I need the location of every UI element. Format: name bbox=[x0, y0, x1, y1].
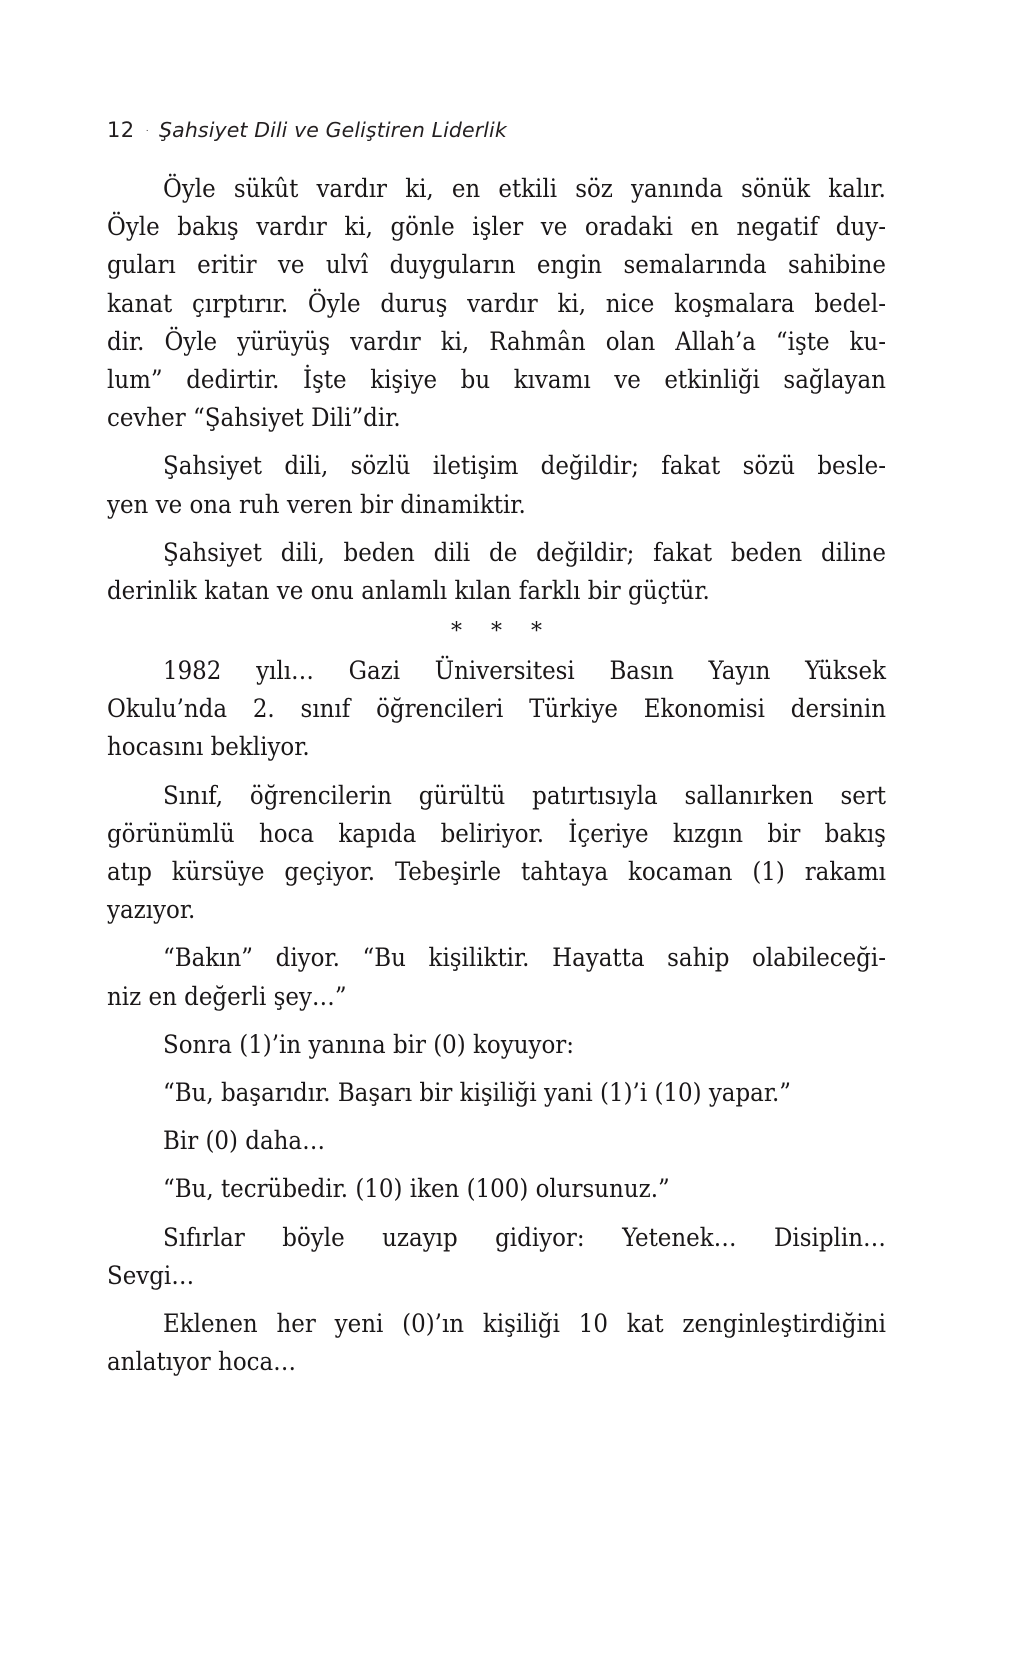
word: “işte bbox=[775, 326, 830, 357]
word: hoca… bbox=[218, 1347, 297, 1378]
word: eritir bbox=[197, 250, 257, 281]
word: ve bbox=[277, 250, 305, 281]
word: Sınıf, bbox=[163, 780, 224, 811]
word: negatif bbox=[736, 212, 819, 243]
text-line bbox=[107, 170, 886, 208]
word: (0) bbox=[433, 1029, 466, 1060]
word: fakat bbox=[653, 537, 713, 568]
word: 10 bbox=[578, 1308, 608, 1339]
word: sert bbox=[840, 780, 886, 811]
word: Üniversitesi bbox=[434, 656, 575, 687]
word: atıp bbox=[107, 857, 152, 887]
word: zenginleştirdiğini bbox=[682, 1308, 886, 1339]
word: “Bu bbox=[362, 943, 406, 974]
word: yen bbox=[107, 489, 149, 520]
word: derinlik bbox=[107, 575, 197, 606]
text-line bbox=[107, 534, 886, 572]
running-header bbox=[107, 118, 887, 148]
header-separator-dot: · bbox=[144, 121, 151, 141]
word: en bbox=[690, 212, 719, 243]
word: yılı… bbox=[256, 656, 314, 687]
word: besle- bbox=[817, 451, 886, 482]
text-line bbox=[107, 1257, 886, 1295]
word: Hayatta bbox=[552, 943, 645, 974]
word: kürsüye bbox=[171, 857, 265, 887]
word: Dili”dir. bbox=[311, 403, 401, 434]
word: vardır bbox=[467, 288, 538, 319]
word: İşte bbox=[303, 364, 347, 395]
word: yanında bbox=[631, 174, 723, 204]
word: ve bbox=[155, 489, 183, 520]
word: değildir; bbox=[536, 537, 635, 568]
word: sahibine bbox=[788, 250, 886, 281]
text-line bbox=[107, 1170, 886, 1208]
word: (10) bbox=[654, 1077, 702, 1108]
word: Okulu’nda bbox=[107, 694, 228, 725]
text-line bbox=[107, 208, 886, 246]
word: hoca bbox=[258, 818, 315, 849]
word: şey…” bbox=[273, 981, 347, 1012]
word: Öyle bbox=[307, 288, 361, 319]
text-line bbox=[107, 361, 886, 399]
word: bedel- bbox=[814, 288, 886, 319]
word: duruş bbox=[380, 288, 448, 319]
word: farklı bbox=[518, 575, 581, 606]
text-line bbox=[107, 939, 886, 977]
word: Tebeşirle bbox=[394, 857, 502, 887]
word: İçeriye bbox=[568, 818, 649, 849]
word: kişiliği bbox=[459, 1077, 537, 1108]
word: diline bbox=[820, 537, 886, 568]
text-line bbox=[107, 1074, 886, 1112]
word: başarıdır. bbox=[220, 1077, 331, 1108]
paragraph bbox=[107, 1170, 886, 1208]
word: kişiliği bbox=[482, 1308, 560, 1339]
word: sükût bbox=[233, 174, 299, 204]
word: kat bbox=[626, 1308, 664, 1339]
word: niz bbox=[107, 981, 142, 1012]
word: Disiplin… bbox=[774, 1222, 886, 1253]
word: vardır bbox=[350, 326, 421, 357]
word: dir. bbox=[107, 326, 145, 357]
word: sınıf bbox=[300, 694, 351, 725]
paragraph bbox=[107, 1219, 886, 1295]
text-line bbox=[107, 486, 886, 524]
text-line bbox=[107, 1026, 886, 1064]
word: nice bbox=[605, 288, 655, 319]
word: ona bbox=[189, 489, 232, 520]
word: (100) bbox=[466, 1174, 529, 1205]
word: semalarında bbox=[623, 250, 767, 281]
word: olan bbox=[605, 326, 656, 357]
word: sönük bbox=[741, 174, 811, 204]
page-folio-number: 12 bbox=[107, 118, 135, 142]
word: sözlü bbox=[350, 451, 411, 482]
word: kızgın bbox=[672, 818, 744, 849]
paragraph bbox=[107, 170, 886, 437]
word: dili, bbox=[280, 537, 325, 568]
text-line bbox=[107, 1305, 886, 1343]
word: hocasını bbox=[107, 732, 204, 763]
text-line bbox=[107, 1343, 886, 1381]
word: lum” bbox=[107, 364, 163, 395]
paragraph bbox=[107, 652, 886, 767]
text-line bbox=[107, 853, 886, 891]
word: etkili bbox=[498, 174, 558, 204]
paragraph-gap bbox=[107, 524, 886, 534]
word: çırptırır. bbox=[192, 288, 289, 319]
word: her bbox=[276, 1308, 316, 1339]
word: bir bbox=[392, 1029, 426, 1060]
word: daha… bbox=[245, 1126, 326, 1157]
word: tahtaya bbox=[520, 857, 609, 887]
word: değerli bbox=[184, 981, 267, 1012]
paragraph-gap bbox=[107, 1160, 886, 1170]
word: duy- bbox=[835, 212, 886, 243]
paragraph bbox=[107, 534, 886, 610]
text-line bbox=[107, 323, 886, 361]
word: diyor. bbox=[275, 943, 340, 974]
word: yani bbox=[543, 1077, 593, 1108]
word: olursunuz.” bbox=[535, 1174, 670, 1205]
word: yürüyüş bbox=[237, 326, 331, 357]
word: Sevgi… bbox=[107, 1260, 195, 1291]
word: Şahsiyet bbox=[163, 451, 263, 482]
word: (1)’in bbox=[239, 1029, 302, 1060]
word: uzayıp bbox=[382, 1222, 458, 1253]
word: iken bbox=[409, 1174, 460, 1205]
word: Basın bbox=[609, 656, 674, 687]
word: değildir; bbox=[540, 451, 639, 482]
word: Yüksek bbox=[805, 656, 886, 687]
word: duyguların bbox=[389, 250, 516, 281]
word: Sonra bbox=[163, 1029, 232, 1060]
word: fakat bbox=[661, 451, 721, 482]
word: Yayın bbox=[708, 656, 771, 687]
word: 2. bbox=[252, 694, 275, 725]
word: veren bbox=[286, 489, 353, 520]
word: ki, bbox=[440, 326, 470, 357]
word: (0) bbox=[205, 1126, 238, 1157]
word: onu bbox=[310, 575, 354, 606]
word: dili, bbox=[284, 451, 329, 482]
body-text-block bbox=[107, 170, 886, 1381]
section-divider-asterisks: * * * bbox=[451, 618, 553, 644]
word: (1) bbox=[752, 857, 785, 887]
word: dersinin bbox=[790, 694, 886, 725]
word: engin bbox=[536, 250, 603, 281]
paragraph-gap bbox=[107, 437, 886, 447]
word: bakış bbox=[177, 212, 239, 243]
paragraph bbox=[107, 1122, 886, 1160]
paragraph bbox=[107, 1074, 886, 1112]
text-line bbox=[107, 447, 886, 485]
word: kanat bbox=[107, 288, 173, 319]
word: kapıda bbox=[338, 818, 417, 849]
word: kalır. bbox=[828, 174, 886, 204]
word: Başarı bbox=[337, 1077, 413, 1108]
word: işler bbox=[472, 212, 524, 243]
paragraph bbox=[107, 1026, 886, 1064]
word: anlatıyor bbox=[107, 1347, 211, 1378]
word: yanına bbox=[308, 1029, 386, 1060]
word: beliriyor. bbox=[440, 818, 545, 849]
word: dedirtir. bbox=[186, 364, 280, 395]
paragraph bbox=[107, 939, 886, 1015]
word: koyuyor: bbox=[473, 1029, 574, 1060]
paragraph-gap bbox=[107, 1295, 886, 1305]
word: ki, bbox=[344, 212, 373, 243]
word: ki, bbox=[557, 288, 586, 319]
paragraph-gap bbox=[107, 767, 886, 777]
word: tecrübedir. bbox=[220, 1174, 349, 1205]
text-line bbox=[107, 815, 886, 853]
text-line bbox=[107, 399, 886, 437]
word: anlamlı bbox=[361, 575, 448, 606]
word: yapar.” bbox=[708, 1077, 792, 1108]
word: öğrencileri bbox=[376, 694, 504, 725]
text-line bbox=[107, 891, 886, 929]
word: etkinliği bbox=[664, 364, 760, 395]
word: öğrencilerin bbox=[249, 780, 392, 811]
text-line bbox=[107, 572, 886, 610]
word: katan bbox=[204, 575, 270, 606]
text-line bbox=[107, 978, 886, 1016]
word: guları bbox=[107, 250, 176, 281]
word: (1)’i bbox=[600, 1077, 648, 1108]
word: dinamiktir. bbox=[400, 489, 526, 520]
word: en bbox=[451, 174, 481, 204]
word: 1982 bbox=[163, 656, 222, 687]
word: “Bakın” bbox=[163, 943, 253, 974]
text-line bbox=[107, 285, 886, 323]
word: cevher bbox=[107, 403, 186, 434]
word: yazıyor. bbox=[107, 895, 196, 926]
word: Şahsiyet bbox=[163, 537, 263, 568]
text-line bbox=[107, 1122, 886, 1160]
word: “Bu, bbox=[163, 1174, 214, 1205]
word: söz bbox=[575, 174, 613, 204]
word: “Şahsiyet bbox=[193, 403, 304, 434]
paragraph-gap bbox=[107, 1112, 886, 1122]
word: bir bbox=[767, 818, 801, 849]
paragraph bbox=[107, 447, 886, 523]
word: ki, bbox=[405, 174, 434, 204]
word: olabileceği- bbox=[752, 943, 886, 974]
word: ruh bbox=[239, 489, 280, 520]
paragraph bbox=[107, 1305, 886, 1381]
word: patırtısıyla bbox=[532, 780, 658, 811]
word: Türkiye bbox=[529, 694, 618, 725]
word: gönle bbox=[390, 212, 455, 243]
book-title: Şahsiyet Dili ve Geliştiren Liderlik bbox=[159, 118, 507, 142]
word: Yetenek… bbox=[622, 1222, 737, 1253]
word: bu bbox=[460, 364, 491, 395]
word: de bbox=[489, 537, 518, 568]
word: kıvamı bbox=[513, 364, 591, 395]
text-line bbox=[107, 652, 886, 690]
word: bir bbox=[360, 489, 393, 520]
text-line bbox=[107, 690, 886, 728]
word: Allah’a bbox=[675, 326, 756, 357]
word: Gazi bbox=[348, 656, 401, 687]
word: sallanırken bbox=[684, 780, 814, 811]
word: koşmalara bbox=[674, 288, 795, 319]
word: vardır bbox=[316, 174, 388, 204]
word: görünümlü bbox=[107, 818, 235, 849]
paragraph-gap bbox=[107, 1064, 886, 1074]
word: bir bbox=[419, 1077, 453, 1108]
word: Öyle bbox=[163, 174, 216, 204]
word: yeni bbox=[334, 1308, 384, 1339]
word: Eklenen bbox=[163, 1308, 258, 1339]
word: sahip bbox=[667, 943, 730, 974]
word: iletişim bbox=[432, 451, 519, 482]
text-line bbox=[107, 728, 886, 766]
text-line bbox=[107, 777, 886, 815]
word: dili bbox=[433, 537, 471, 568]
word: Öyle bbox=[107, 212, 160, 243]
word: ve bbox=[276, 575, 304, 606]
word: sağlayan bbox=[783, 364, 886, 395]
word: beden bbox=[343, 537, 415, 568]
word: sözü bbox=[742, 451, 796, 482]
word: ku- bbox=[849, 326, 886, 357]
word: böyle bbox=[282, 1222, 345, 1253]
word: kişiye bbox=[370, 364, 438, 395]
text-line bbox=[107, 246, 886, 284]
word: bakış bbox=[824, 818, 886, 849]
word: (10) bbox=[355, 1174, 403, 1205]
paragraph bbox=[107, 777, 886, 930]
word: kişiliktir. bbox=[428, 943, 530, 974]
paragraph-gap bbox=[107, 1016, 886, 1026]
word: Öyle bbox=[164, 326, 218, 357]
word: bekliyor. bbox=[210, 732, 310, 763]
word: kocaman bbox=[628, 857, 733, 887]
word: rakamı bbox=[804, 857, 886, 887]
word: ulvî bbox=[325, 250, 369, 281]
word: kılan bbox=[454, 575, 512, 606]
word: (0)’ın bbox=[402, 1308, 465, 1339]
word: oradaki bbox=[584, 212, 673, 243]
word: ve bbox=[614, 364, 641, 395]
word: Rahmân bbox=[489, 326, 586, 357]
word: en bbox=[148, 981, 177, 1012]
word: ve bbox=[540, 212, 568, 243]
word: vardır bbox=[256, 212, 327, 243]
word: “Bu, bbox=[163, 1077, 214, 1108]
word: gidiyor: bbox=[495, 1222, 585, 1253]
word: Ekonomisi bbox=[643, 694, 765, 725]
text-line bbox=[107, 1219, 886, 1257]
paragraph-gap bbox=[107, 1209, 886, 1219]
paragraph-gap bbox=[107, 929, 886, 939]
word: güçtür. bbox=[628, 575, 710, 606]
word: Bir bbox=[163, 1126, 199, 1157]
word: geçiyor. bbox=[284, 857, 376, 887]
word: Sıfırlar bbox=[163, 1222, 245, 1253]
word: bir bbox=[587, 575, 621, 606]
word: gürültü bbox=[418, 780, 506, 811]
word: beden bbox=[730, 537, 803, 568]
